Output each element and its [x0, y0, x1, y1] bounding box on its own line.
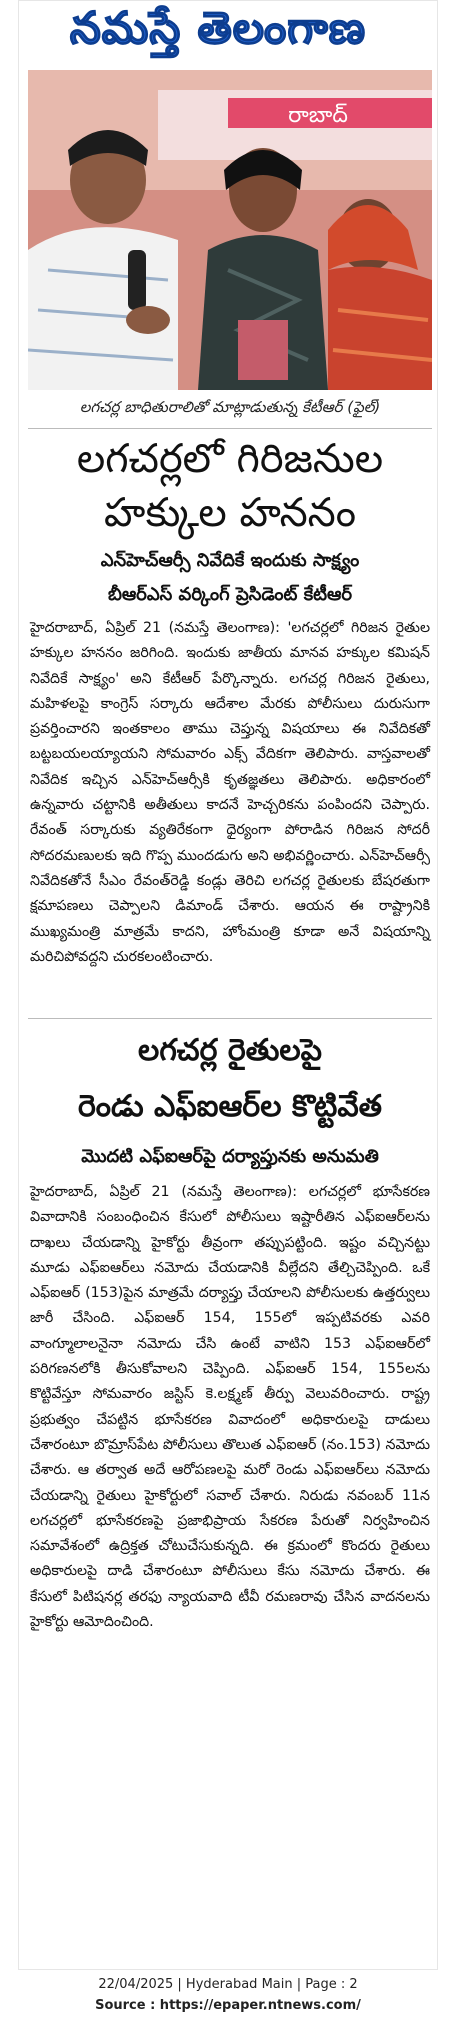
article1-headline-line1: లగచర్లలో గిరిజనుల: [76, 436, 384, 482]
footer-date-edition: 22/04/2025 | Hyderabad Main | Page : 2: [98, 1977, 358, 1992]
article2-subhead: మొదటి ఎఫ్ఐఆర్‌పై దర్యాప్తునకు అనుమతి: [81, 1146, 379, 1167]
article1-headline-line2: హక్కుల హననం: [103, 490, 357, 536]
masthead-logo: నమస్తే తెలంగాణ: [69, 3, 367, 54]
photo-illustration: [28, 70, 432, 390]
article1-byline: బీఆర్‌ఎస్ వర్కింగ్ ప్రెసిడెంట్ కేటీఆర్: [107, 584, 353, 605]
article2-body: హైదరాబాద్, ఏప్రిల్ 21 (నమస్తే తెలంగాణ): లగచర్లలో భూసేకరణ వివాదానికి సంబంధించిన కేసులో పోలీసులు ఇష్టారీతిన ఎఫ్ఐఆర్‌లను దాఖలు చేయడాన్ని హైకోర్టు తీవ్రంగా తప్పుపట్టింది. ఇష్టం వచ్చినట్టు మూడు ఎఫ్ఐఆర్‌లు నమోదు చేయడానికి వీల్లేదని తేల్చిచెప్పింది. ఒకే ఎఫ్ఐఆర్ (153)పైన మాత్రమే దర్యాప్తు చేయాలని పోలీసులకు ఉత్తర్వులు జారీ చేసింది. ఎఫ్ఐఆర్ 154, 155లో ఇప్పటివరకు ఎవరి వాంగ్మూలాలనైనా నమోదు చేసి ఉంటే వాటిని 153 ఎఫ్ఐఆర్‌లో పరిగణనలోకి తీసుకోవాలని చెప్పింది. ఎఫ్ఐఆర్ 154, 155లను కొట్టివేస్తూ సోమవారం జస్టిస్ కె.లక్ష్మణ్ తీర్పు వెలువరించారు. రాష్ట్ర ప్రభుత్వం చేపట్టిన భూసేకరణ వివాదంలో అధికారులపై దాడులు చేశారంటూ బొమ్రాస్‌పేట పోలీసులు తొలుత ఎఫ్ఐఆర్ (నం.153) నమోదు చేశారు. ఆ తర్వాత అదే ఆరోపణలపై మరో రెండు ఎఫ్ఐఆర్‌లు నమోదు చేయడాన్ని రైతులు హైకోర్టులో సవాల్ చేశారు. నిరుడు నవంబర్ 11న లగచర్లలో భూసేకరణపై ప్రజాభిప్రాయ సేకరణ పేరుతో నిర్వహించిన సమావేశంలో ఉద్రిక్తత చోటుచేసుకున్నది. ఈ క్రమంలో కొందరు రైతులు అధికారులపై దాడి చేశారంటూ పోలీసులు కేసు నమోదు చేశారు. ఈ కేసులో పిటిషనర్ల తరఫు న్యాయవాది టీవీ రమణరావు చేసిన వాదనలను హైకోర్టు ఆమోదించింది.: [30, 1184, 430, 1631]
newspaper-masthead: [18, 3, 418, 62]
footer-source-link[interactable]: Source : https://epaper.ntnews.com/: [95, 1998, 361, 2013]
article2-headline-line1: లగచర్ల రైతులపై: [138, 1033, 322, 1068]
photo-caption: లగచర్ల బాధితురాలితో మాట్లాడుతున్న కేటీఆర్ (ఫైల్): [79, 398, 381, 416]
article1-subhead: ఎన్‌హెచ్‌ఆర్సీ నివేదికే ఇందుకు సాక్ష్యం: [100, 550, 360, 571]
news-photo: [28, 70, 432, 390]
divider: [28, 428, 432, 429]
banner-text: రాబాద్: [288, 103, 348, 128]
article2-headline-line2: రెండు ఎఫ్ఐఆర్‌ల కొట్టివేత: [78, 1089, 382, 1124]
divider: [28, 1018, 432, 1019]
article1-body: హైదరాబాద్, ఏప్రిల్ 21 (నమస్తే తెలంగాణ): 'లగచర్లలో గిరిజన రైతుల హక్కుల హననం జరిగింది. ఇందుకు జాతీయ మానవ హక్కుల కమిషన్ నివేదికే సాక్ష్యం' అని కేటీఆర్ పేర్కొన్నారు. లగచర్ల గిరిజన రైతులు, మహిళలపై కాంగ్రెస్ సర్కారు ఆదేశాల మేరకు పోలీసులు దురుసుగా ప్రవర్తించారని ఇంతకాలం తాము చెప్తున్న విషయాలు ఈ నివేదికతో బట్టబయలయ్యాయని సోమవారం ఎక్స్ వేదికగా తెలిపారు. వాస్తవాలతో నివేదిక ఇచ్చిన ఎన్‌హెచ్‌ఆర్సీకి కృతజ్ఞతలు తెలిపారు. అధికారంలో ఉన్నవారు చట్టానికి అతీతులు కాదనే హెచ్చరికను పంపిందని చెప్పారు. రేవంత్ సర్కారుకు వ్యతిరేకంగా ధైర్యంగా పోరాడిన గిరిజన సోదరీ సోదరమణులకు ఇది గొప్ప ముందడుగు అని అభివర్ణించారు. ఎన్‌హెచ్‌ఆర్సీ నివేదికతోనే సీఎం రేవంత్‌రెడ్డి కండ్లు తెరిచి లగచర్ల రైతులకు బేషరతుగా క్షమాపణలు చెప్పాలని డిమాండ్ చేశారు. ఆయన ఈ రాష్ట్రానికి ముఖ్యమంత్రి మాత్రమే కాదని, హోంమంత్రి కూడా అనే విషయాన్ని మరిచిపోవద్దని చురకలంటించారు.: [30, 620, 430, 965]
